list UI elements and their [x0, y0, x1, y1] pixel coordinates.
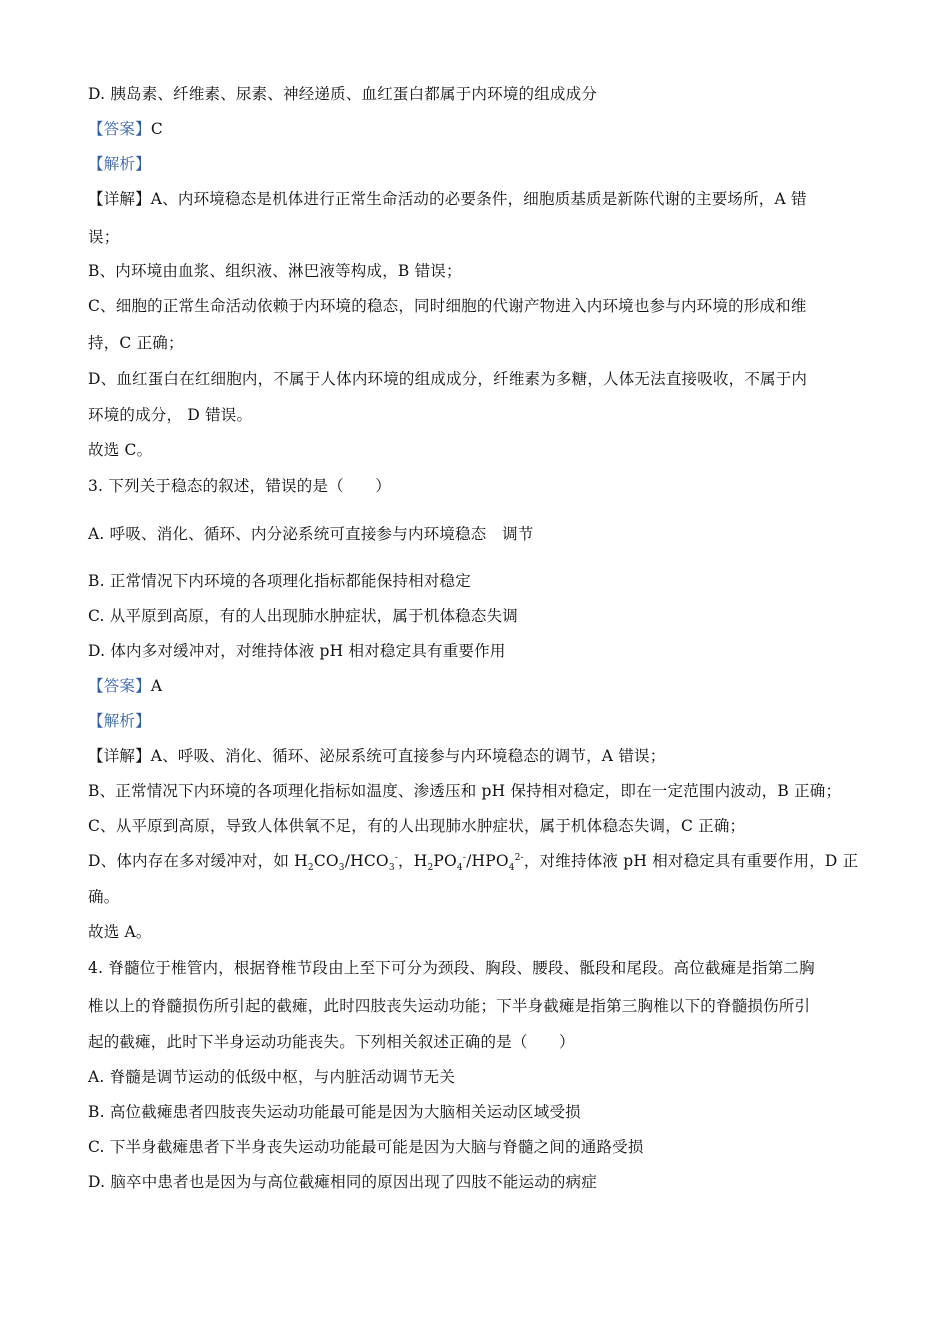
answer-label: 【答案】 — [88, 120, 151, 138]
analysis-label: 【解析】 — [88, 712, 151, 730]
detail-line: 【详解】A、内环境稳态是机体进行正常生命活动的必要条件，细胞质基质是新陈代谢的主要场所，A 错 — [88, 190, 807, 208]
question-3-stem: 3. 下列关于稳态的叙述，错误的是（ ） — [88, 477, 391, 495]
option-d-q3: D. 体内多对缓冲对，对维持体液 pH 相对稳定具有重要作用 — [88, 642, 506, 660]
question-4-stem: 椎以上的脊髓损伤所引起的截瘫，此时四肢丧失运动功能；下半身截瘫是指第三胸椎以下的脊髓损伤所引 — [88, 997, 811, 1015]
answer-line-q3 — [88, 674, 162, 696]
detail-line: 环境的成分， D 错误。 — [88, 406, 253, 424]
option-c-q3: C. 从平原到高原，有的人出现肺水肿症状，属于机体稳态失调 — [88, 607, 518, 625]
option-a-q4: A. 脊髓是调节运动的低级中枢，与内脏活动调节无关 — [88, 1068, 456, 1086]
answer-line-q2 — [88, 117, 163, 139]
option-a-q3: A. 呼吸、消化、循环、内分泌系统可直接参与内环境稳态 调节 — [88, 525, 534, 543]
answer-value: C — [150, 120, 163, 138]
option-b-q4: B. 高位截瘫患者四肢丧失运动功能最可能是因为大脑相关运动区域受损 — [88, 1103, 581, 1121]
analysis-label: 【解析】 — [88, 155, 151, 173]
question-4-stem: 起的截瘫，此时下半身运动功能丧失。下列相关叙述正确的是（ ） — [88, 1033, 575, 1051]
detail-line: 【详解】A、呼吸、消化、循环、泌尿系统可直接参与内环境稳态的调节，A 错误； — [88, 747, 666, 765]
answer-label: 【答案】 — [88, 677, 151, 695]
option-b-q3: B. 正常情况下内环境的各项理化指标都能保持相对稳定 — [88, 572, 471, 590]
option-c-q4: C. 下半身截瘫患者下半身丧失运动功能最可能是因为大脑与脊髓之间的通路受损 — [88, 1138, 644, 1156]
answer-value: A — [150, 677, 163, 695]
detail-line: D、血红蛋白在红细胞内，不属于人体内环境的组成成分，纤维素为多糖，人体无法直接吸收，不属于内 — [88, 370, 808, 388]
conclusion-line: 故选 A。 — [88, 923, 152, 941]
option-d-q4: D. 脑卒中患者也是因为与高位截瘫相同的原因出现了四肢不能运动的病症 — [88, 1173, 598, 1191]
detail-line: B、内环境由血浆、组织液、淋巴液等构成，B 错误； — [88, 262, 462, 280]
detail-line-buffer: D、体内存在多对缓冲对，如 $H_2CO_3/HCO_3^-$，$H_2PO_4^-/HPO_4^{2-}$，对维持体液 pH 相对稳定具有重要作用，D 正 — [88, 852, 859, 874]
detail-line: 持，C 正确； — [88, 334, 184, 352]
detail-line: C、从平原到高原，导致人体供氧不足，有的人出现肺水肿症状，属于机体稳态失调，C 正确； — [88, 817, 746, 835]
detail-line: B、正常情况下内环境的各项理化指标如温度、渗透压和 pH 保持相对稳定，即在一定范围内波动，B 正确； — [88, 782, 842, 800]
conclusion-line: 故选 C。 — [88, 441, 153, 459]
detail-line: 确。 — [88, 888, 120, 906]
detail-line: C、细胞的正常生命活动依赖于内环境的稳态，同时细胞的代谢产物进入内环境也参与内环境的形成和维 — [88, 297, 807, 315]
option-d-q2: D. 胰岛素、纤维素、尿素、神经递质、血红蛋白都属于内环境的组成成分 — [88, 85, 598, 103]
detail-line: 误； — [88, 228, 120, 246]
question-4-stem: 4. 脊髓位于椎管内，根据脊椎节段由上至下可分为颈段、胸段、腰段、骶段和尾段。高位截瘫是指第二胸 — [88, 959, 815, 977]
